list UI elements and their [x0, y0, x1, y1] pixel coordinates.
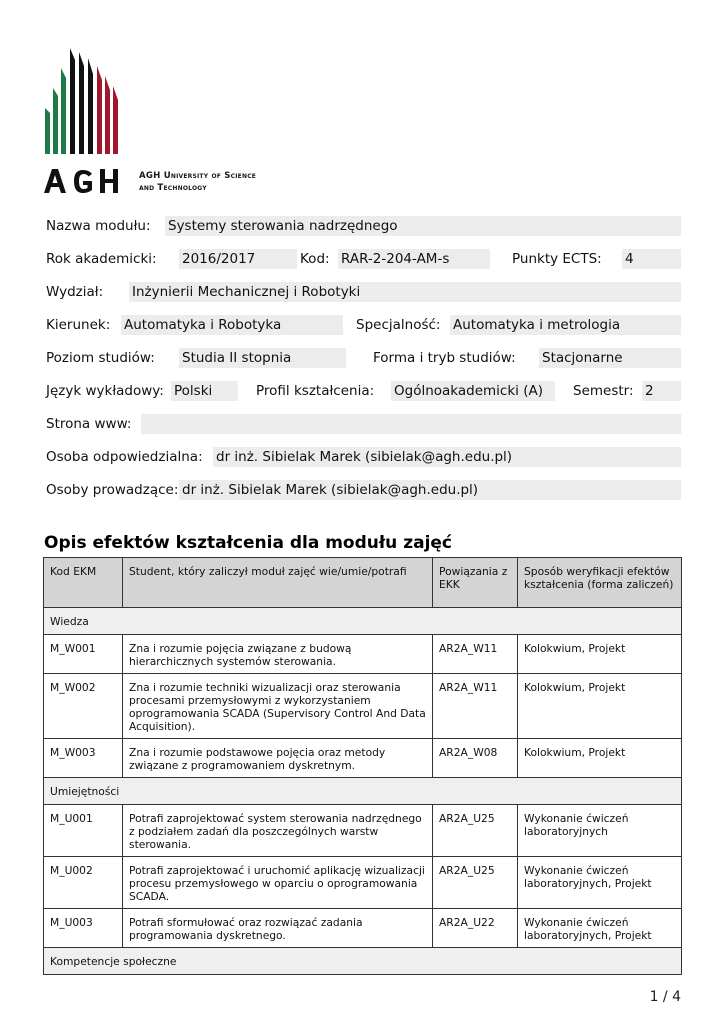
ekm-verification: Wykonanie ćwiczeń laboratoryjnych — [518, 805, 682, 857]
ekm-code: M_W002 — [44, 674, 123, 739]
header-ekk: Powiązania z EKK — [433, 558, 518, 608]
teachers-field: dr inż. Sibielak Marek (sibielak@agh.edu.pl) — [179, 480, 681, 500]
section-row — [44, 608, 682, 635]
teachers-label: Osoby prowadzące: — [46, 482, 179, 498]
ekm-description: Potrafi zaprojektować i uruchomić aplikację wizualizacji procesu przemysłowego w oparciu o oprogramowania SCADA. — [123, 857, 433, 909]
code-field: RAR-2-204-AM-s — [338, 249, 490, 269]
header-verification: Sposób weryfikacji efektów kształcenia (forma zaliczeń) — [518, 558, 682, 608]
ekm-ekk: AR2A_W08 — [433, 739, 518, 778]
ekm-verification: Kolokwium, Projekt — [518, 635, 682, 674]
responsible-label: Osoba odpowiedzialna: — [46, 449, 203, 465]
ekm-verification: Wykonanie ćwiczeń laboratoryjnych, Projekt — [518, 909, 682, 948]
ekm-description: Potrafi zaprojektować system sterowania nadrzędnego z podziałem zadań dla poszczególnych warstw sterowania. — [123, 805, 433, 857]
ekm-code: M_W001 — [44, 635, 123, 674]
level-label: Poziom studiów: — [46, 350, 155, 366]
page-number: 1 / 4 — [649, 989, 681, 1005]
ects-label: Punkty ECTS: — [512, 251, 602, 267]
field-field: Automatyka i Robotyka — [121, 315, 343, 335]
language-label: Język wykładowy: — [46, 383, 164, 399]
profile-label: Profil kształcenia: — [256, 383, 375, 399]
faculty-label: Wydział: — [46, 284, 104, 300]
university-line-2: and Technology — [139, 183, 207, 193]
section-name: Kompetencje społeczne — [44, 948, 682, 975]
agh-logo — [42, 46, 132, 200]
header-description: Student, który zaliczył moduł zajęć wie/umie/potrafi — [123, 558, 433, 608]
www-field — [141, 414, 681, 434]
section-title: Opis efektów kształcenia dla modułu zajęć — [44, 533, 453, 553]
year-field: 2016/2017 — [179, 249, 297, 269]
specialty-field: Automatyka i metrologia — [450, 315, 681, 335]
faculty-field: Inżynierii Mechanicznej i Robotyki — [129, 282, 681, 302]
table-row — [44, 909, 682, 948]
year-label: Rok akademicki: — [46, 251, 157, 267]
ekm-verification: Kolokwium, Projekt — [518, 674, 682, 739]
mode-label: Forma i tryb studiów: — [373, 350, 516, 366]
ekm-code: M_U002 — [44, 857, 123, 909]
language-field: Polski — [171, 381, 238, 401]
header-code: Kod EKM — [44, 558, 123, 608]
table-row — [44, 739, 682, 778]
module-name-label: Nazwa modułu: — [46, 218, 151, 234]
ekm-ekk: AR2A_U22 — [433, 909, 518, 948]
ekm-code: M_U001 — [44, 805, 123, 857]
module-name-field: Systemy sterowania nadrzędnego — [165, 216, 681, 236]
learning-outcomes-table — [43, 557, 682, 975]
table-header-row — [44, 558, 682, 608]
ekm-description: Zna i rozumie techniki wizualizacji oraz sterowania procesami przemysłowymi z wykorzystaniem oprogramowania SCADA (Supervisory Control And Data Acquisition). — [123, 674, 433, 739]
responsible-field: dr inż. Sibielak Marek (sibielak@agh.edu.pl) — [213, 447, 681, 467]
mode-field: Stacjonarne — [539, 348, 681, 368]
ekm-verification: Wykonanie ćwiczeń laboratoryjnych, Projekt — [518, 857, 682, 909]
table-row — [44, 805, 682, 857]
ekm-code: M_U003 — [44, 909, 123, 948]
ekm-code: M_W003 — [44, 739, 123, 778]
code-label: Kod: — [300, 251, 330, 267]
table-row — [44, 635, 682, 674]
field-label: Kierunek: — [46, 317, 111, 333]
ekm-description: Zna i rozumie podstawowe pojęcia oraz metody związane z programowaniem dyskretnym. — [123, 739, 433, 778]
specialty-label: Specjalność: — [356, 317, 441, 333]
profile-field: Ogólnoakademicki (A) — [391, 381, 555, 401]
ekm-verification: Kolokwium, Projekt — [518, 739, 682, 778]
section-row — [44, 948, 682, 975]
semester-label: Semestr: — [573, 383, 634, 399]
section-row — [44, 778, 682, 805]
semester-field: 2 — [642, 381, 681, 401]
ekm-description: Potrafi sformułować oraz rozwiązać zadania programowania dyskretnego. — [123, 909, 433, 948]
section-name: Umiejętności — [44, 778, 682, 805]
ekm-description: Zna i rozumie pojęcia związane z budową hierarchicznych systemów sterowania. — [123, 635, 433, 674]
ekm-ekk: AR2A_U25 — [433, 805, 518, 857]
ekm-ekk: AR2A_W11 — [433, 635, 518, 674]
university-name — [139, 170, 256, 194]
table-row — [44, 674, 682, 739]
ekm-ekk: AR2A_W11 — [433, 674, 518, 739]
table-row — [44, 857, 682, 909]
university-line-1: AGH University of Science — [139, 171, 257, 181]
ects-field: 4 — [622, 249, 681, 269]
level-field: Studia II stopnia — [179, 348, 346, 368]
www-label: Strona www: — [46, 416, 132, 432]
ekm-ekk: AR2A_U25 — [433, 857, 518, 909]
section-name: Wiedza — [44, 608, 682, 635]
